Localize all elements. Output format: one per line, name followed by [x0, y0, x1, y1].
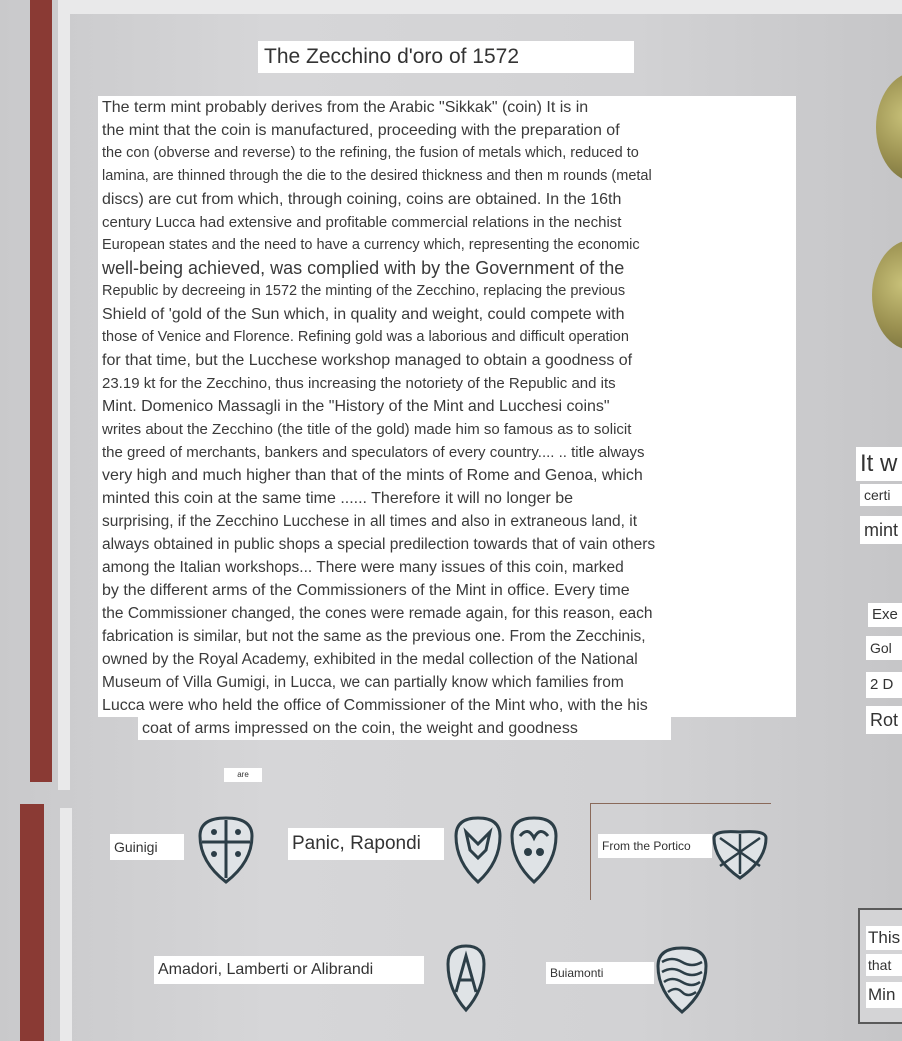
paragraph-line: lamina, are thinned through the die to the desired thickness and then m rounds (metal	[98, 165, 796, 188]
paragraph-line: European states and the need to have a currency which, representing the economic	[98, 234, 796, 257]
panic-coat-of-arms-icon	[452, 814, 504, 886]
right-panel-text: mint	[860, 516, 902, 544]
paragraph-line: Lucca were who held the office of Commissioner of the Mint who, with the his	[98, 694, 796, 717]
paragraph-line: owned by the Royal Academy, exhibited in the medal collection of the National	[98, 648, 796, 671]
right-panel-text: Gol	[866, 636, 902, 660]
paragraph-line: The term mint probably derives from the Arabic "Sikkak" (coin) It is in	[98, 96, 796, 119]
amadori-coat-of-arms-icon	[444, 942, 488, 1014]
paragraph-line: by the different arms of the Commissioners of the Mint in office. Every time	[98, 579, 796, 602]
family-label-buiamonti: Buiamonti	[546, 962, 654, 984]
paragraph-line: fabrication is similar, but not the same as the previous one. From the Zecchinis,	[98, 625, 796, 648]
paragraph-line: the mint that the coin is manufactured, proceeding with the preparation of	[98, 119, 796, 142]
right-box-text: This	[866, 926, 902, 950]
paragraph-line: those of Venice and Florence. Refining gold was a laborious and difficult operation	[98, 326, 796, 349]
paragraph-line: the con (obverse and reverse) to the refining, the fusion of metals which, reduced to	[98, 142, 796, 165]
family-label-amadori: Amadori, Lamberti or Alibrandi	[154, 956, 424, 984]
right-box-text: that	[866, 954, 902, 976]
paragraph-line: 23.19 kt for the Zecchino, thus increasing the notoriety of the Republic and its	[98, 372, 796, 395]
upper-frame-white-edge	[58, 0, 70, 790]
paragraph-line: the greed of merchants, bankers and speculators of every country.... .. title always	[98, 441, 796, 464]
paragraph-line: always obtained in public shops a special predilection towards that of vain others	[98, 533, 796, 556]
right-panel-text: Rot	[866, 706, 902, 734]
family-label-guinigi: Guinigi	[110, 834, 184, 860]
right-panel-text: 2 D	[866, 672, 902, 698]
buiamonti-coat-of-arms-icon	[654, 944, 710, 1016]
paragraph-line: writes about the Zecchino (the title of the gold) made him so famous as to solicit	[98, 418, 796, 441]
right-panel-text: certi	[860, 484, 902, 506]
paragraph-line: minted this coin at the same time ...... Therefore it will no longer be	[98, 487, 796, 510]
upper-frame-red-edge	[30, 0, 52, 782]
small-note-label: are	[224, 768, 262, 782]
paragraph-line: surprising, if the Zecchino Lucchese in all times and also in extraneous land, it	[98, 510, 796, 533]
paragraph-line: Republic by decreeing in 1572 the minting of the Zecchino, replacing the previous	[98, 280, 796, 303]
guinigi-coat-of-arms-icon	[196, 814, 256, 886]
right-box-text: Min	[866, 982, 902, 1008]
family-label-panic-rapondi: Panic, Rapondi	[288, 828, 444, 860]
paragraph-line: among the Italian workshops... There were many issues of this coin, marked	[98, 556, 796, 579]
rapondi-coat-of-arms-icon	[508, 814, 560, 886]
paragraph-line: Mint. Domenico Massagli in the "History of the Mint and Lucchesi coins"	[98, 395, 796, 418]
paragraph-line: for that time, but the Lucchese workshop managed to obtain a goodness of	[98, 349, 796, 372]
right-panel-text: It w	[856, 447, 902, 481]
paragraph-line: discs) are cut from which, through coining, coins are obtained. In the 16th	[98, 188, 796, 211]
paragraph-line: well-being achieved, was complied with by the Government of the	[98, 257, 796, 280]
lower-frame-red-edge	[20, 804, 44, 1041]
paragraph-line: Shield of 'gold of the Sun which, in quality and weight, could compete with	[98, 303, 796, 326]
upper-frame-top-edge	[58, 0, 902, 14]
paragraph-line: century Lucca had extensive and profitable commercial relations in the nechist	[98, 211, 796, 234]
family-label-portico: From the Portico	[598, 834, 712, 858]
exhibit-title: The Zecchino d'oro of 1572	[258, 41, 634, 73]
right-panel-text: Exe	[868, 603, 902, 627]
paragraph-line: the Commissioner changed, the cones were remade again, for this reason, each	[98, 602, 796, 625]
paragraph-line: coat of arms impressed on the coin, the weight and goodness	[138, 717, 671, 740]
exhibit-paragraph	[98, 96, 796, 740]
paragraph-line: Museum of Villa Gumigi, in Lucca, we can partially know which families from	[98, 671, 796, 694]
portico-coat-of-arms-icon	[710, 826, 770, 882]
lower-frame-white-edge	[60, 808, 72, 1041]
paragraph-line: very high and much higher than that of the mints of Rome and Genoa, which	[98, 464, 796, 487]
